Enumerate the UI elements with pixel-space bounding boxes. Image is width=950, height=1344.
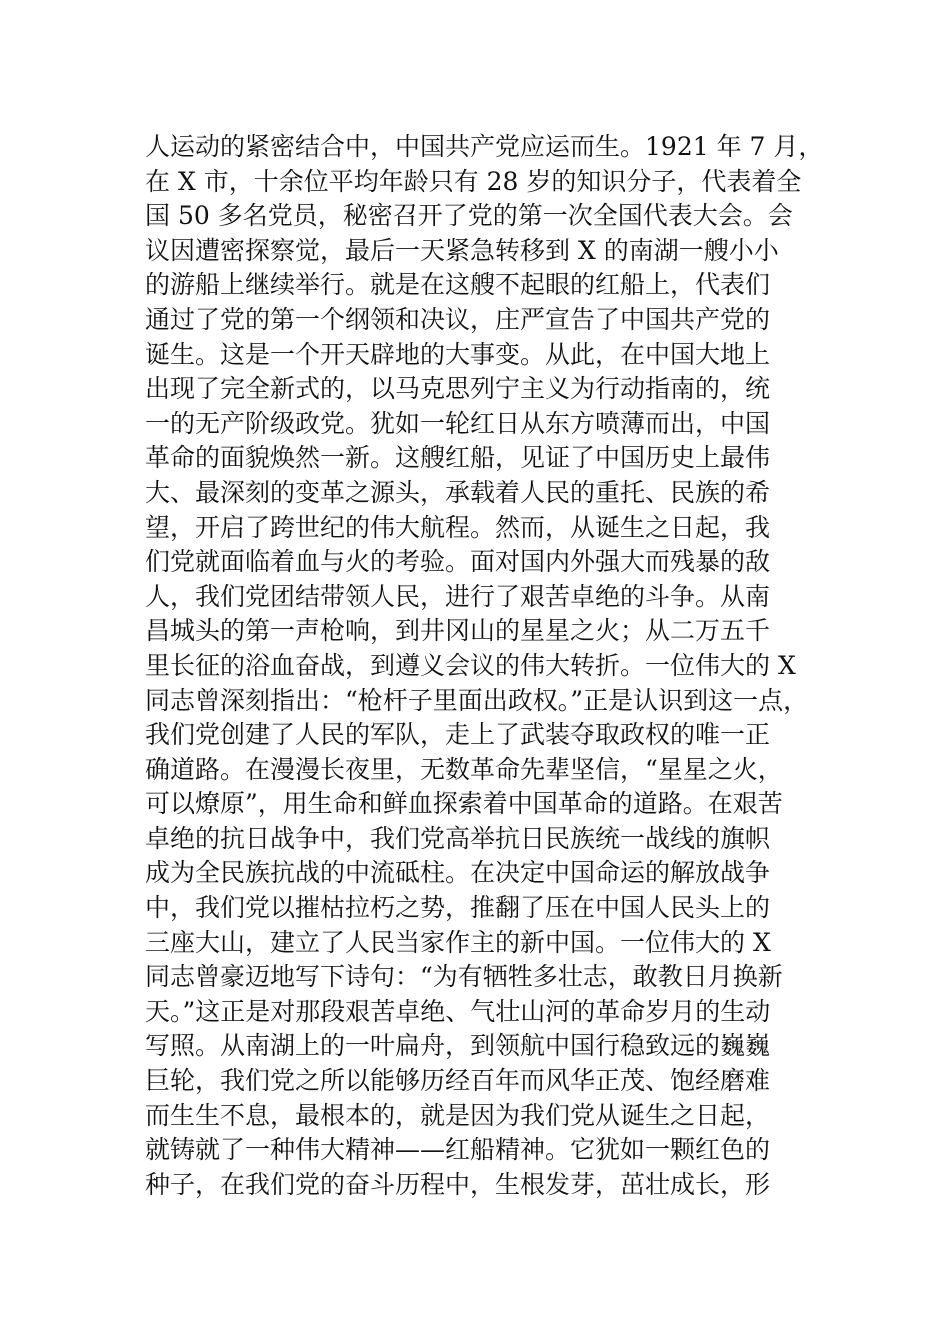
text-line: 革命的面貌焕然一新。这艘红船，见证了中国历史上最伟 — [145, 443, 771, 473]
body-paragraph — [145, 130, 835, 1202]
text-line: 的游船上继续举行。就是在这艘不起眼的红船上，代表们 — [145, 270, 771, 300]
text-line: 望，开启了跨世纪的伟大航程。然而，从诞生之日起，我 — [145, 512, 771, 542]
text-line: 种子，在我们党的奋斗历程中，生根发芽，茁壮成长，形 — [145, 1169, 771, 1199]
text-line: 出现了完全新式的，以马克思列宁主义为行动指南的，统 — [145, 374, 771, 404]
text-line: 一的无产阶级政党。犹如一轮红日从东方喷薄而出，中国 — [145, 408, 771, 438]
text-line: 可以燎原”，用生命和鲜血探索着中国革命的道路。在艰苦 — [145, 789, 783, 819]
text-line: 们党就面临着血与火的考验。面对国内外强大而残暴的敌 — [145, 547, 771, 577]
text-line: 人，我们党团结带领人民，进行了艰苦卓绝的斗争。从南 — [145, 581, 771, 611]
text-line: 议因遭密探察觉，最后一天紧急转移到 X 的南湖一艘小小 — [145, 235, 779, 265]
text-line: 昌城头的第一声枪响，到井冈山的星星之火；从二万五千 — [145, 616, 771, 646]
text-line: 在 X 市，十余位平均年龄只有 28 岁的知识分子，代表着全 — [145, 166, 802, 196]
text-line: 同志曾豪迈地写下诗句：“为有牺牲多壮志，敢教日月换新 — [145, 962, 783, 992]
text-line: 而生生不息，最根本的，就是因为我们党从诞生之日起， — [145, 1100, 771, 1130]
text-line: 就铸就了一种伟大精神——红船精神。它犹如一颗红色的 — [145, 1135, 771, 1165]
text-line: 我们党创建了人民的军队，走上了武装夺取政权的唯一正 — [145, 720, 771, 750]
text-line: 同志曾深刻指出：“枪杆子里面出政权。”正是认识到这一点， — [145, 685, 809, 715]
text-line: 大、最深刻的变革之源头，承载着人民的重托、民族的希 — [145, 477, 771, 507]
text-line: 通过了党的第一个纲领和决议，庄严宣告了中国共产党的 — [145, 304, 771, 334]
text-line: 国 50 多名党员，秘密召开了党的第一次全国代表大会。会 — [145, 201, 793, 231]
text-line: 天。”这正是对那段艰苦卓绝、气壮山河的革命岁月的生动 — [145, 996, 771, 1026]
text-line: 诞生。这是一个开天辟地的大事变。从此，在中国大地上 — [145, 339, 771, 369]
text-line: 巨轮，我们党之所以能够历经百年而风华正茂、饱经磨难 — [145, 1066, 771, 1096]
text-line: 写照。从南湖上的一叶扁舟，到领航中国行稳致远的巍巍 — [145, 1031, 771, 1061]
text-line: 里长征的浴血奋战，到遵义会议的伟大转折。一位伟大的 X — [145, 650, 796, 680]
text-line: 三座大山，建立了人民当家作主的新中国。一位伟大的 X — [145, 927, 771, 957]
text-line: 成为全民族抗战的中流砥柱。在决定中国命运的解放战争 — [145, 858, 771, 888]
text-line: 确道路。在漫漫长夜里，无数革命先辈坚信，“星星之火， — [145, 754, 783, 784]
text-line: 卓绝的抗日战争中，我们党高举抗日民族统一战线的旗帜 — [145, 823, 771, 853]
text-line: 中，我们党以摧枯拉朽之势，推翻了压在中国人民头上的 — [145, 893, 771, 923]
text-line: 人运动的紧密结合中，中国共产党应运而生。1921 年 7 月， — [145, 132, 824, 161]
